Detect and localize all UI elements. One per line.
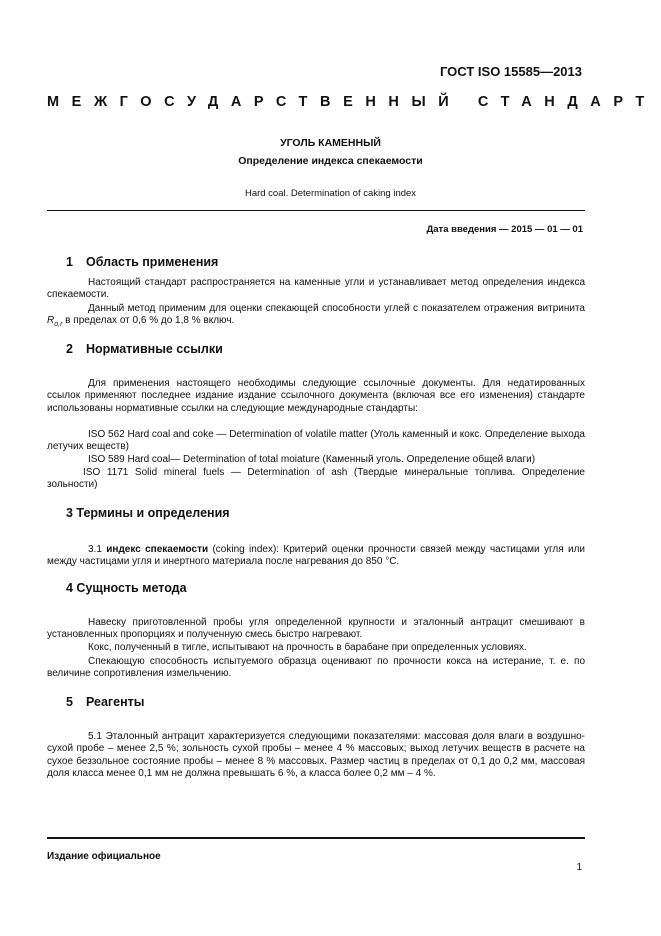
clause-3-1-number: 3.1 — [88, 544, 107, 555]
section-4-p2-text: Кокс, полученный в тигле, испытывают на прочность в барабане при определенных условиях. — [88, 642, 527, 653]
section-4-paragraph-1 — [47, 617, 585, 642]
section-3-paragraph-1 — [47, 544, 585, 569]
section-5-p1-text: 5.1 Эталонный антрацит характеризуется следующими показателями: массовая доля влаги в воздушно-сухой пробе – менее 2,5 %; зольность сухой пробы – менее 4 % массовых; выход летучих веществ в расчете на сухое беззольное состояние пробы – менее 8 % массовых. Размер частиц в пределах от 0,1 до 0,2 мм, массовая доля класса менее 0,1 мм не должна превышать 6 %, а класса более 0,2 мм – 4 %. — [47, 731, 585, 780]
term-definition: (coking index): Критерий оценки прочности связей между частицами угля или между частицами угля и инертного материала после нагревания до 850 °С. — [47, 544, 585, 568]
section-5-paragraph-1 — [47, 731, 585, 781]
section-4-paragraph-2 — [47, 642, 585, 654]
reflectance-subscript: o,r — [54, 321, 63, 329]
reference-iso-589: ISO 589 Hard coal— Determination of total moiature (Каменный уголь. Определение общей влаги) — [88, 454, 536, 465]
reference-iso-1171: ISO 1171 Solid mineral fuels — Determination of ash (Твердые минеральные топлива. Определение зольности) — [47, 467, 585, 491]
section-4-p3-text: Спекающую способность испытуемого образца оценивают по прочности кокса на истерание, т. е. по величине сопротивления измельчению. — [47, 656, 585, 680]
section-5-title: Реагенты — [86, 695, 145, 709]
section-2-heading — [66, 342, 223, 356]
section-2-paragraph-1 — [47, 378, 585, 415]
reference-iso-562: ISO 562 Hard coal and coke — Determination of volatile matter (Уголь каменный и кокс. Определение выхода летучих веществ) — [47, 429, 585, 453]
section-4-paragraph-3 — [47, 656, 585, 681]
section-4-heading: 4 Сущность метода — [66, 581, 187, 595]
section-2-title: Нормативные ссылки — [86, 342, 223, 356]
top-divider — [47, 210, 585, 211]
section-1-p2-text-a: Данный метод применим для оценки спекающей способности углей с показателем отражения витринита — [88, 303, 585, 314]
section-3-heading: 3 Термины и определения — [66, 506, 230, 520]
section-2-p1-text: Для применения настоящего необходимы следующие ссылочные документы. Для недатированных ссылок применяют последнее издание издание ссылочного документа (включая все его изменения) стандарте использованы нормативные ссылки на следующие международные стандарты: — [47, 378, 585, 414]
section-1-paragraph-2 — [47, 303, 585, 332]
english-title: Hard coal. Determination of caking index — [244, 188, 417, 199]
term-caking-index: индекс спекаемости — [106, 544, 209, 555]
section-1-title: Область применения — [86, 255, 219, 269]
section-2-reference-3 — [47, 467, 585, 492]
reflectance-symbol: R — [47, 315, 55, 327]
section-1-number: 1 — [66, 255, 73, 269]
section-2-number: 2 — [66, 342, 73, 356]
standard-number: ГОСТ ISO 15585—2013 — [439, 64, 582, 79]
section-1-p2-text-b: в пределах от 0,6 % до 1,8 % включ. — [62, 315, 235, 327]
document-subtitle: Определение индекса спекаемости — [238, 155, 423, 167]
section-1-p1-text: Настоящий стандарт распространяется на каменные угли и устанавливает метод определения индекса спекаемости. — [47, 277, 585, 301]
document-title: УГОЛЬ КАМЕННЫЙ — [280, 137, 381, 149]
bottom-divider — [47, 837, 585, 839]
section-5-number: 5 — [66, 695, 73, 709]
introduction-date: Дата введения — 2015 — 01 — 01 — [426, 224, 583, 235]
page-number: 1 — [576, 862, 582, 873]
section-2-reference-2 — [47, 454, 585, 466]
section-1-heading — [66, 255, 218, 269]
section-5-heading — [66, 695, 144, 709]
standard-banner: МЕЖГОСУДАРСТВЕННЫЙ СТАНДАРТ — [47, 94, 657, 110]
official-edition-label: Издание официальное — [47, 851, 161, 862]
section-1-paragraph-1 — [47, 277, 585, 302]
section-2-reference-1 — [47, 429, 585, 454]
section-4-p1-text: Навеску приготовленной пробы угля определенной крупности и эталонный антрацит смешивают в установленных пропорциях и полученную смесь быстро нагревают. — [47, 617, 585, 641]
